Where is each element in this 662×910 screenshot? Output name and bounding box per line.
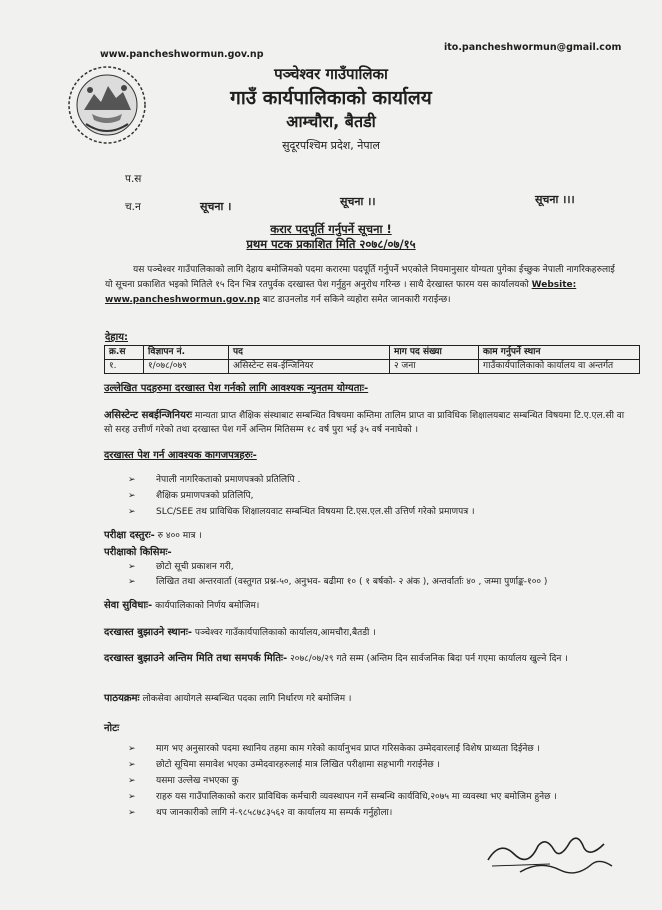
table-cell: १. (105, 360, 144, 374)
table-cell: गाउँकार्यपालिकाको कार्यालय वा अन्तर्गत (479, 360, 640, 374)
table-header: माग पद संख्या (390, 346, 479, 360)
list-item: ➢ माग भए अनुसारको पदमा स्थानिय तहमा काम गरेको कार्यानुभव प्राप्त गरिसकेका उम्मेदवारलाई विशेष प्राथ्यता दिईनेछ । (128, 744, 540, 754)
qualification-heading: उल्लेखित पदहरुमा दरखास्त पेश गर्नको लागि आवश्यक न्युनतम योग्यताः- (104, 383, 369, 394)
qualification-text: मान्यता प्राप्त शैक्षिक संस्थाबाट सम्बन्धित विषयमा कम्तिमा तालिम प्राप्त वा प्राविधिक शिक्षालयबाट सम्बन्धित विषयमा टि.ए.एल.सी वा सो सरह उत्तीर्ण गरेको तथा दरखास्त पेश गर्ने अन्तिम मितिसम्म १८ वर्ष पुरा भई ३५ वर्ष ननाघेको । (104, 411, 625, 435)
table-cell: १/०७८/०७९ (144, 360, 229, 374)
submit-place-line (104, 626, 376, 640)
municipality-name: पञ्चेश्वर गाउँपालिका (274, 65, 388, 83)
exam-type-label: परीक्षाको किसिमः- (104, 547, 172, 558)
list-item: ➢ थप जानकारीको लागि नं-९८५८७८३५६२ वा कार्यालय मा सम्पर्क गर्नुहोला। (128, 808, 393, 818)
list-item: ➢ नेपाली नागरिकताको प्रमाणपत्रको प्रतिलिपि . (128, 475, 301, 485)
intro-website[interactable]: Website: www.pancheshwormun.gov.np (105, 280, 577, 305)
qualification-paragraph (104, 409, 632, 437)
notice-title: करार पदपूर्ति गर्नुपर्ने सूचना ! (270, 222, 392, 236)
website-link[interactable]: www.pancheshwormun.gov.np (100, 49, 264, 60)
service-line (104, 599, 259, 613)
list-item: ➢ यसमा उल्लेख नभएका कु (128, 776, 239, 786)
list-item: ➢ लिखित तथा अन्तरवार्ता (वस्तुगत प्रश्न-५०, अनुभव- बढीमा १० ( १ बर्षको- २ अंक ), अन्तर्वार्ताः ४० , जम्मा पुर्णाङ्क-१०० ) (128, 577, 548, 587)
documents-heading: दरखास्त पेश गर्न आवश्यक कागजपत्रहरुः- (104, 450, 257, 461)
deadline-value: २०७८/०७/२९ गते सम्म (अन्तिम दिन सार्वजनिक बिदा पर्न गएमा कार्यालय खुल्ने दिन । (290, 654, 568, 664)
vacancy-table (104, 345, 640, 374)
ps-label: प.स (125, 173, 142, 185)
intro-text-after: बाट डाउनलोड गर्न सकिने व्यहोरा समेत जानकारी गराईन्छ। (262, 295, 451, 305)
table-cell: २ जना (390, 360, 479, 374)
deadline-label: दरखास्त बुझाउने अन्तिम मिति तथा समपर्क मितिः- (104, 653, 288, 664)
office-place: आम्चौरा, बैतडी (286, 112, 376, 131)
list-item: ➢ छोटो सूची प्रकाशन गरी, (128, 562, 234, 572)
submit-place-value: पञ्चेश्वर गाउँकार्यपालिकाको कार्यालय,आमचौरा,बैतडी । (194, 628, 376, 638)
cn-label: च.न (125, 201, 141, 213)
table-row (105, 360, 640, 374)
syllabus-value: लोकसेवा आयोगले सम्बन्धित पदका लागि निर्धारण गरे बमोजिम । (142, 694, 352, 704)
list-item: ➢ शैक्षिक प्रमाणपत्रको प्रतिलिपि, (128, 491, 254, 501)
notes-label: नोटः (104, 723, 120, 734)
service-label: सेवा सुविधाः- (104, 600, 153, 611)
service-value: कार्यपालिकाको निर्णय बमोजिम। (155, 601, 260, 611)
table-header-row (105, 346, 640, 360)
handwritten-signature (480, 820, 620, 890)
publish-date: प्रथम पटक प्रकाशित मिति २०७८/०७/१५ (246, 237, 416, 251)
dehay-label: देहाय: (105, 332, 129, 343)
syllabus-label: पाठयक्रमः (104, 693, 140, 704)
office-name: गाउँ कार्यपालिकाको कार्यालय (230, 87, 432, 109)
table-header: विज्ञापन नं. (144, 346, 229, 360)
table-header: पद (229, 346, 390, 360)
submit-place-label: दरखास्त बुझाउने स्थानः- (104, 627, 193, 638)
list-item: ➢ राहरु यस गाउँपालिकाको करार प्राविधिक कर्मचारी व्यवस्थापन गर्ने सम्बन्धि कार्यविधि,२०७५ मा व्यवस्था भए बमोजिम हुनेछ । (128, 792, 557, 802)
list-item: ➢ छोटो सूचिमा समावेश भएका उम्मेदवारहरुलाई मात्र लिखित परीक्षामा सहभागी गराईनेछ । (128, 760, 440, 770)
qualification-label: असिस्टेन्ट सबईन्जिनियरः (104, 410, 193, 421)
notice-label-3: सूचना ।।। (535, 193, 575, 206)
exam-fee-value: रु ४०० मात्र । (157, 531, 202, 541)
intro-text: यस पञ्चेश्वर गाउँपालिकाको लागि देहाय बमोजिमको पदमा करारमा पदपूर्ति गर्नुपर्ने भएकोले नियमानुसार योग्यता पुगेका ईच्छुक नेपाली नागरिकहरुलाई यो सूचना प्रकाशित भइको मितिले १५ दिन भित्र रतपुर्वक दरखास्त पेश गर्नुहुन अनुरोध गरिन्छ । साथै देरखास्त फारम यस कार्यालयको (105, 265, 615, 290)
email-link[interactable]: ito.pancheshwormun@gmail.com (444, 42, 622, 53)
list-item: ➢ SLC/SEE तथ प्राविधिक शिक्षालयवाट सम्बन्धित विषयमा टि.एस.एल.सी उत्तिर्ण गरेको प्रमाणपत्र । (128, 507, 475, 517)
intro-paragraph (105, 263, 620, 308)
province-name: सुदूरपश्चिम प्रदेश, नेपाल (282, 139, 380, 152)
deadline-line (104, 652, 632, 666)
syllabus-line (104, 692, 351, 706)
table-cell: असिस्टेन्ट सब-ईन्जिनियर (229, 360, 390, 374)
notice-label-2: सूचना ।। (340, 195, 376, 208)
exam-fee-label: परीक्षा दस्तुरः- (104, 530, 155, 541)
table-header: काम गर्नुपर्ने स्थान (479, 346, 640, 360)
notice-label-1: सूचना । (200, 200, 232, 213)
table-header: क्र.स (105, 346, 144, 360)
exam-fee (104, 529, 202, 543)
